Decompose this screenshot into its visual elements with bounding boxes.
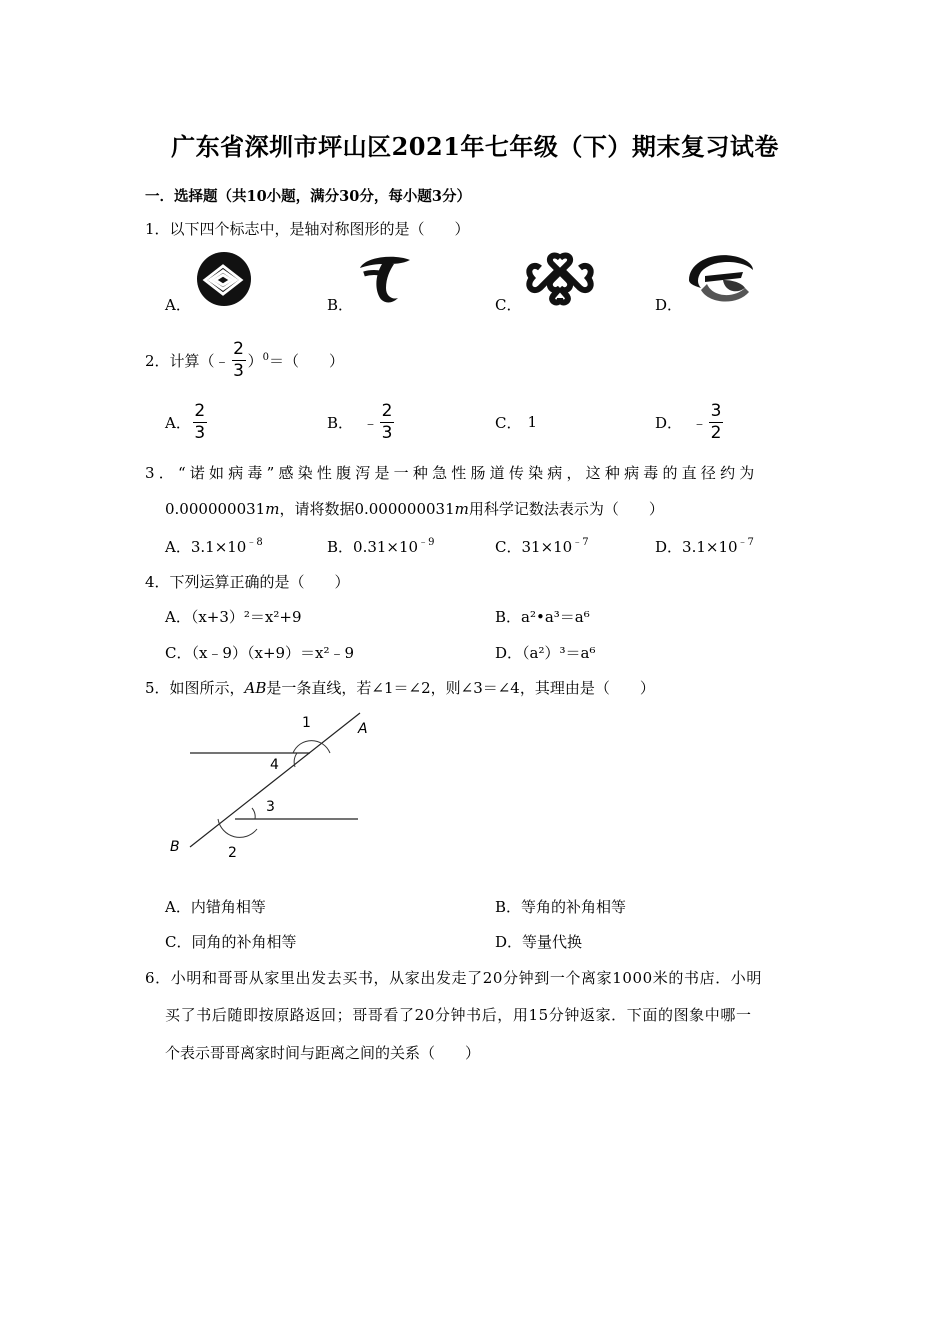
china-unicom-logo-icon: [523, 250, 597, 306]
angle-2-label: 2: [228, 845, 237, 861]
q3-option-c-base: 31×10: [521, 538, 573, 556]
q3-unit: m: [265, 500, 280, 518]
q2-option-d-num: 3: [710, 400, 722, 421]
q2-denominator: 3: [233, 360, 244, 381]
q2-option-d-fraction: [709, 402, 723, 443]
page-title: 广东省深圳市坪山区2021年七年级（下）期末复习试卷: [171, 132, 779, 161]
q5-option-d[interactable]: D．等量代换: [495, 933, 583, 951]
q2-option-b-label: B．: [327, 413, 354, 432]
q2-option-d-sign: ﹣: [692, 413, 708, 432]
point-b-label: B: [170, 839, 180, 855]
question-4-text: 4．下列运算正确的是（ ）: [145, 573, 350, 591]
q2-option-d[interactable]: [655, 399, 725, 445]
q1-option-a-label[interactable]: A．: [165, 296, 191, 314]
q2-option-c-label: C．: [495, 413, 522, 432]
q2-option-a-num: 2: [194, 400, 206, 421]
q3-option-d[interactable]: [655, 536, 754, 557]
q3-option-c[interactable]: [495, 536, 589, 557]
q3-option-b[interactable]: [327, 536, 434, 557]
angle-4-arc: [294, 753, 297, 767]
q2-minus: ﹣: [214, 351, 230, 370]
q3-option-a-label: A．: [165, 538, 191, 556]
q4-option-d[interactable]: D．（a²）³＝a⁶: [495, 644, 596, 662]
angle-4-label: 4: [270, 757, 279, 773]
q2-option-b-den: 3: [381, 422, 393, 443]
q2-option-b[interactable]: [327, 399, 396, 445]
q2-option-a-fraction: [193, 402, 207, 443]
q3-option-d-base: 3.1×10: [682, 538, 738, 556]
question-3-line-2: [165, 498, 664, 519]
q2-option-b-sign: ﹣: [363, 413, 379, 432]
china-telecom-logo-icon: [356, 250, 414, 308]
q3-option-a-exp: ﹣8: [246, 537, 263, 548]
q2-option-a[interactable]: [165, 399, 209, 445]
question-5-text: [145, 677, 655, 698]
q3-unit-2: m: [454, 500, 469, 518]
q3-number: 0.000000031: [165, 500, 266, 518]
q4-option-b[interactable]: B．a²•a³＝a⁶: [495, 608, 590, 626]
q2-option-b-num: 2: [381, 400, 393, 421]
angle-figure: [160, 705, 380, 865]
q3-option-d-exp: ﹣7: [737, 537, 754, 548]
q3-option-b-exp: ﹣9: [418, 537, 435, 548]
q3-option-b-label: B．: [327, 538, 354, 556]
q3-option-d-label: D．: [655, 538, 683, 556]
q3-mid-text: ，请将数据0.000000031: [279, 500, 455, 518]
angle-1-label: 1: [302, 715, 311, 731]
question-6-line-2: 买了书后随即按原路返回；哥哥看了20分钟书后，用15分钟返家．下面的图象中哪一: [165, 1006, 752, 1024]
line-ab: [190, 713, 360, 847]
q2-numerator: 2: [233, 338, 244, 359]
angle-3-label: 3: [266, 799, 275, 815]
q5-text-start: 5．如图所示，: [145, 679, 245, 697]
q3-option-a-base: 3.1×10: [190, 538, 247, 556]
q2-option-a-label: A．: [165, 413, 191, 432]
q1-option-d-label[interactable]: D．: [655, 296, 683, 314]
q3-option-c-exp: ﹣7: [572, 537, 589, 548]
q2-option-a-den: 3: [194, 422, 206, 443]
q3-end-text: 用科学记数法表示为（ ）: [468, 500, 664, 518]
q2-option-d-label: D．: [655, 413, 683, 432]
q2-option-c[interactable]: [495, 399, 537, 445]
q3-option-b-base: 0.31×10: [353, 538, 419, 556]
point-a-label: A: [358, 721, 368, 737]
q5-line-ab: AB: [244, 679, 267, 697]
q2-suffix: ＝（ ）: [268, 351, 344, 370]
q2-option-d-den: 2: [710, 422, 722, 443]
angle-2-arc: [218, 819, 257, 837]
q1-option-c-label[interactable]: C．: [495, 296, 522, 314]
tv-network-logo-icon: [683, 250, 757, 308]
question-2-text: 2．计算（ ﹣ $\frac{2}{3}$ ） $^0$ ＝（ ）: [145, 338, 344, 381]
question-6-line-1: 6．小明和哥哥从家里出发去买书，从家出发走了20分钟到一个离家1000米的书店．小明: [145, 969, 763, 987]
question-3-line-1: 3．“诺如病毒”感染性腹泻是一种急性肠道传染病，这种病毒的直径约为: [145, 464, 759, 482]
china-mobile-logo-icon: [195, 250, 253, 308]
q2-option-b-fraction: [380, 402, 394, 443]
q5-option-b[interactable]: B．等角的补角相等: [495, 898, 627, 916]
question-1-text: 1．以下四个标志中，是轴对称图形的是（ ）: [145, 220, 470, 238]
question-6-line-3: 个表示哥哥离家时间与距离之间的关系（ ）: [165, 1044, 481, 1062]
q2-exponent: 0: [262, 351, 269, 363]
angle-3-arc: [252, 808, 255, 819]
q5-option-c[interactable]: C．同角的补角相等: [165, 933, 297, 951]
q4-option-a[interactable]: A．（x+3）²＝x²+9: [165, 608, 302, 626]
q2-prefix: 2．计算（: [145, 351, 215, 370]
q3-option-a[interactable]: [165, 536, 263, 557]
q2-option-c-value: 1: [527, 413, 538, 431]
q5-text-end: 是一条直线，若∠1＝∠2，则∠3＝∠4，其理由是（ ）: [266, 679, 655, 697]
q1-option-b-label[interactable]: B．: [327, 296, 354, 314]
q5-option-a[interactable]: A．内错角相等: [165, 898, 266, 916]
q3-option-c-label: C．: [495, 538, 522, 556]
section-heading: 一．选择题（共10小题，满分30分，每小题3分）: [145, 188, 471, 205]
q4-option-c[interactable]: C．（x﹣9）（x+9）＝x²﹣9: [165, 644, 355, 662]
q2-fraction: [232, 340, 246, 381]
